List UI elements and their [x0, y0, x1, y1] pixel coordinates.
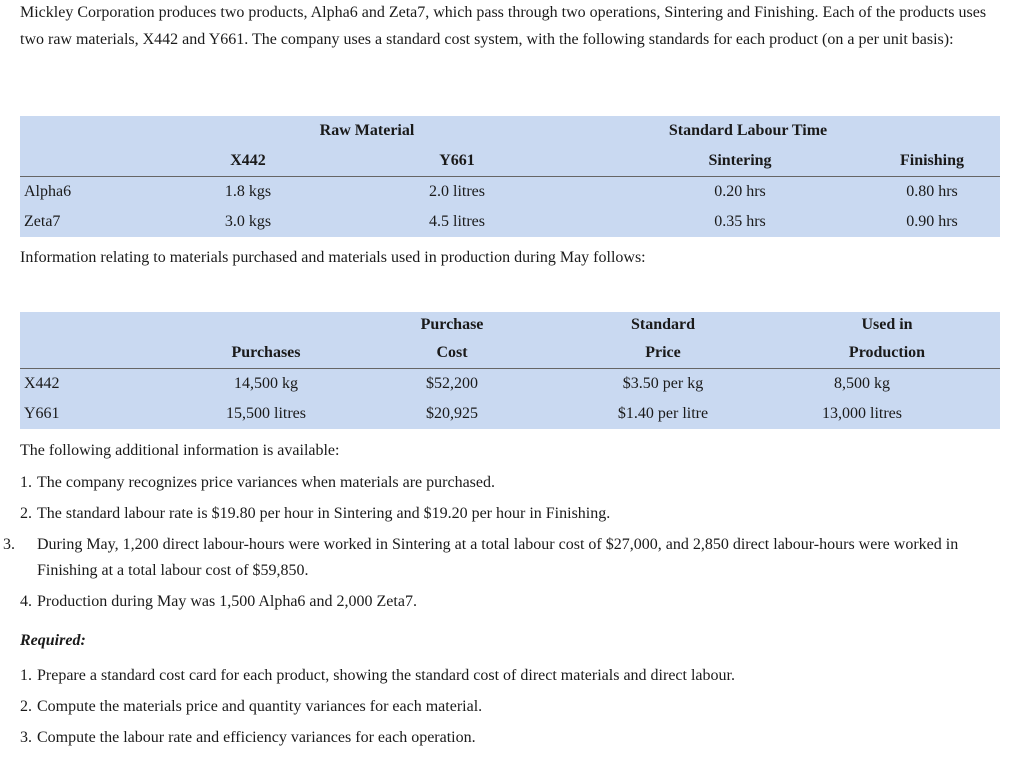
standards-table	[20, 116, 1000, 237]
list-item-text: Prepare a standard cost card for each product, showing the standard cost of direct materials and direct labour.	[37, 667, 735, 684]
purchase-cost-value: $52,200	[426, 375, 478, 392]
purchases-value: 14,500 kg	[234, 375, 298, 392]
list-item	[20, 694, 1000, 720]
list-item	[20, 725, 1000, 751]
list-item-text: Compute the labour rate and efficiency variances for each operation.	[37, 729, 476, 746]
list-item-text: The company recognizes price variances when materials are purchased.	[37, 474, 495, 491]
list-item-text: The standard labour rate is $19.80 per hour in Sintering and $19.20 per hour in Finishing.	[37, 505, 611, 522]
info-paragraph: Information relating to materials purchased and materials used in production during May follows:	[20, 249, 646, 266]
standards-group-header-row	[20, 116, 1000, 146]
standards-column-header-row	[20, 146, 1000, 177]
list-item-number: 2.	[20, 698, 32, 715]
x442-value: 1.8 kgs	[224, 183, 272, 200]
sintering-value: 0.20 hrs	[714, 183, 766, 200]
used-in-production-header-line2: Production	[774, 338, 1000, 369]
table-row	[20, 177, 1000, 208]
materials-header-row-1	[20, 312, 1000, 338]
list-item-number: 2.	[20, 505, 32, 522]
x442-value: 3.0 kgs	[224, 213, 272, 230]
purchase-cost-header-line1: Purchase	[420, 316, 484, 333]
purchase-cost-header-line2: Cost	[352, 338, 552, 369]
table-row	[20, 369, 1000, 400]
product-name: Alpha6	[24, 183, 72, 200]
standard-price-header-line2: Price	[552, 338, 774, 369]
list-item-number: 1.	[20, 667, 32, 684]
additional-info-title: The following additional information is available:	[20, 442, 340, 459]
list-item	[3, 532, 1000, 584]
materials-header-row-2	[20, 338, 1000, 369]
list-item	[20, 501, 1000, 527]
table-row	[20, 207, 1000, 237]
list-item-number: 1.	[20, 474, 32, 491]
used-in-production-value: 8,500 kg	[834, 375, 890, 392]
purchases-value: 15,500 litres	[226, 405, 306, 422]
list-item-text: Compute the materials price and quantity variances for each material.	[37, 698, 483, 715]
required-list	[20, 663, 1000, 751]
used-in-production-header-line1: Used in	[861, 316, 913, 333]
required-title: Required:	[20, 632, 86, 649]
additional-info-list	[3, 470, 1000, 615]
list-item-text: During May, 1,200 direct labour-hours were worked in Sintering at a total labour cost of $27,000, and 2,850 direct labour-hours were worked in Finishing at a total labour cost of $59,850.	[37, 536, 959, 579]
materials-table	[20, 312, 1000, 429]
standard-labour-time-group-header: Standard Labour Time	[668, 122, 828, 139]
raw-material-group-header: Raw Material	[319, 122, 415, 139]
list-item	[20, 663, 1000, 689]
finishing-value: 0.80 hrs	[906, 183, 958, 200]
purchases-header: Purchases	[140, 338, 352, 369]
sintering-column-header: Sintering	[526, 146, 814, 177]
used-in-production-value: 13,000 litres	[822, 405, 902, 422]
intro-paragraph: Mickley Corporation produces two products, Alpha6 and Zeta7, which pass through two operations, Sintering and Finishing. Each of the products uses two raw materials, X442 and Y661. The company uses a standard cost system, with the following standards for each product (on a per unit basis):	[20, 4, 987, 48]
list-item-number: 4.	[20, 593, 32, 610]
list-item	[20, 589, 1000, 615]
material-name: Y661	[24, 405, 60, 422]
x442-column-header: X442	[168, 146, 378, 177]
list-item-number: 3.	[20, 729, 32, 746]
purchase-cost-value: $20,925	[426, 405, 478, 422]
list-item-number: 3.	[3, 536, 15, 553]
y661-column-header: Y661	[378, 146, 526, 177]
sintering-value: 0.35 hrs	[714, 213, 766, 230]
product-name: Zeta7	[24, 213, 61, 230]
material-name: X442	[24, 375, 60, 392]
finishing-value: 0.90 hrs	[906, 213, 958, 230]
table-row	[20, 399, 1000, 429]
finishing-column-header: Finishing	[814, 146, 1000, 177]
y661-value: 4.5 litres	[429, 213, 485, 230]
standard-price-value: $1.40 per litre	[617, 405, 709, 422]
list-item-text: Production during May was 1,500 Alpha6 and 2,000 Zeta7.	[37, 593, 417, 610]
list-item	[20, 470, 1000, 496]
y661-value: 2.0 litres	[429, 183, 485, 200]
standard-price-value: $3.50 per kg	[622, 375, 704, 392]
standard-price-header-line1: Standard	[630, 316, 696, 333]
